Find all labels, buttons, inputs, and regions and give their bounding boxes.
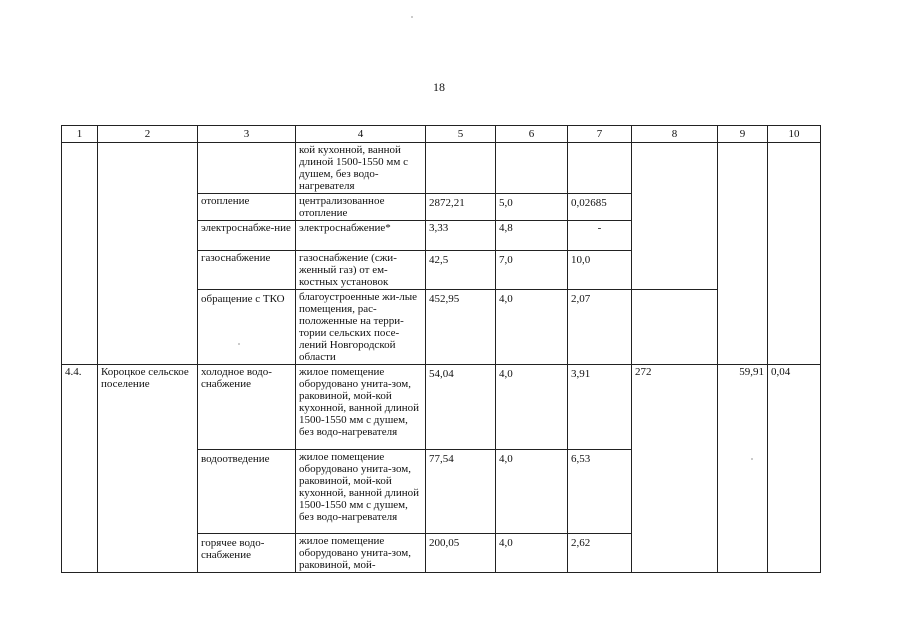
description-cell: жилое помещение оборудовано унита-зом, раковиной, мой-кой кухонной, ванной длиной 1500-1550 мм с душем, без водо-нагревателя	[296, 450, 426, 534]
table-header-row	[62, 126, 821, 143]
column-header: 1	[62, 126, 98, 143]
column-header: 4	[296, 126, 426, 143]
scan-speck	[411, 16, 413, 18]
table-row	[62, 365, 821, 450]
value-cell: 10,0	[568, 251, 632, 290]
table-cell	[62, 143, 98, 365]
service-cell: водоотведение	[198, 450, 296, 534]
value-cell	[426, 143, 496, 194]
value-cell: 2,62	[568, 534, 632, 573]
service-cell: горячее водо-снабжение	[198, 534, 296, 573]
table-cell	[632, 143, 718, 290]
description-cell: централизованное отопление	[296, 194, 426, 221]
table-cell	[768, 143, 821, 365]
tariff-table	[61, 125, 821, 573]
value-cell: 0,02685	[568, 194, 632, 221]
scan-speck	[238, 343, 240, 345]
dash-mark: -	[597, 222, 602, 234]
service-cell: газоснабжение	[198, 251, 296, 290]
column-header: 10	[768, 126, 821, 143]
description-cell: газоснабжение (сжи-женный газ) от ем-костных установок	[296, 251, 426, 290]
table-cell	[632, 290, 718, 365]
column-header: 3	[198, 126, 296, 143]
value-cell: 2872,21	[426, 194, 496, 221]
description-cell: жилое помещение оборудовано унита-зом, раковиной, мой-кой кухонной, ванной длиной 1500-1550 мм с душем, без водо-нагревателя	[296, 365, 426, 450]
value-cell: 7,0	[496, 251, 568, 290]
value-cell: 5,0	[496, 194, 568, 221]
value-cell	[568, 143, 632, 194]
value-cell: 0,04	[768, 365, 821, 573]
value-cell: 77,54	[426, 450, 496, 534]
value-cell: 2,07	[568, 290, 632, 365]
service-cell: электроснабже-ние	[198, 221, 296, 251]
value-cell: 42,5	[426, 251, 496, 290]
scan-speck	[751, 458, 753, 460]
section-number: 4.4.	[62, 365, 98, 573]
column-header: 6	[496, 126, 568, 143]
column-header: 5	[426, 126, 496, 143]
value-cell: 4,0	[496, 365, 568, 450]
service-cell: отопление	[198, 194, 296, 221]
value-cell: 200,05	[426, 534, 496, 573]
description-cell: благоустроенные жи-лые помещения, рас-положенные на терри-тории сельских посе-лений Новгородской области	[296, 290, 426, 365]
value-cell: 3,91	[568, 365, 632, 450]
description-cell: жилое помещение оборудовано унита-зом, раковиной, мой-	[296, 534, 426, 573]
value-cell	[568, 221, 632, 251]
table-cell	[98, 143, 198, 365]
value-cell: 6,53	[568, 450, 632, 534]
value-cell: 4,0	[496, 290, 568, 365]
column-header: 8	[632, 126, 718, 143]
table-cell	[718, 143, 768, 365]
page-number: 18	[433, 80, 445, 94]
column-header: 7	[568, 126, 632, 143]
value-cell: 59,91	[718, 365, 768, 573]
value-cell: 272	[632, 365, 718, 573]
value-cell: 54,04	[426, 365, 496, 450]
value-cell	[496, 143, 568, 194]
description-cell: кой кухонной, ванной длиной 1500-1550 мм с душем, без водо-нагревателя	[296, 143, 426, 194]
value-cell: 4,8	[496, 221, 568, 251]
service-cell	[198, 143, 296, 194]
description-cell: электроснабжение*	[296, 221, 426, 251]
value-cell: 3,33	[426, 221, 496, 251]
service-cell: обращение с ТКО	[198, 290, 296, 365]
value-cell: 4,0	[496, 450, 568, 534]
settlement-name: Короцкое сельское поселение	[98, 365, 198, 573]
value-cell: 4,0	[496, 534, 568, 573]
value-cell: 452,95	[426, 290, 496, 365]
service-cell: холодное водо-снабжение	[198, 365, 296, 450]
column-header: 9	[718, 126, 768, 143]
table-row	[62, 143, 821, 194]
column-header: 2	[98, 126, 198, 143]
